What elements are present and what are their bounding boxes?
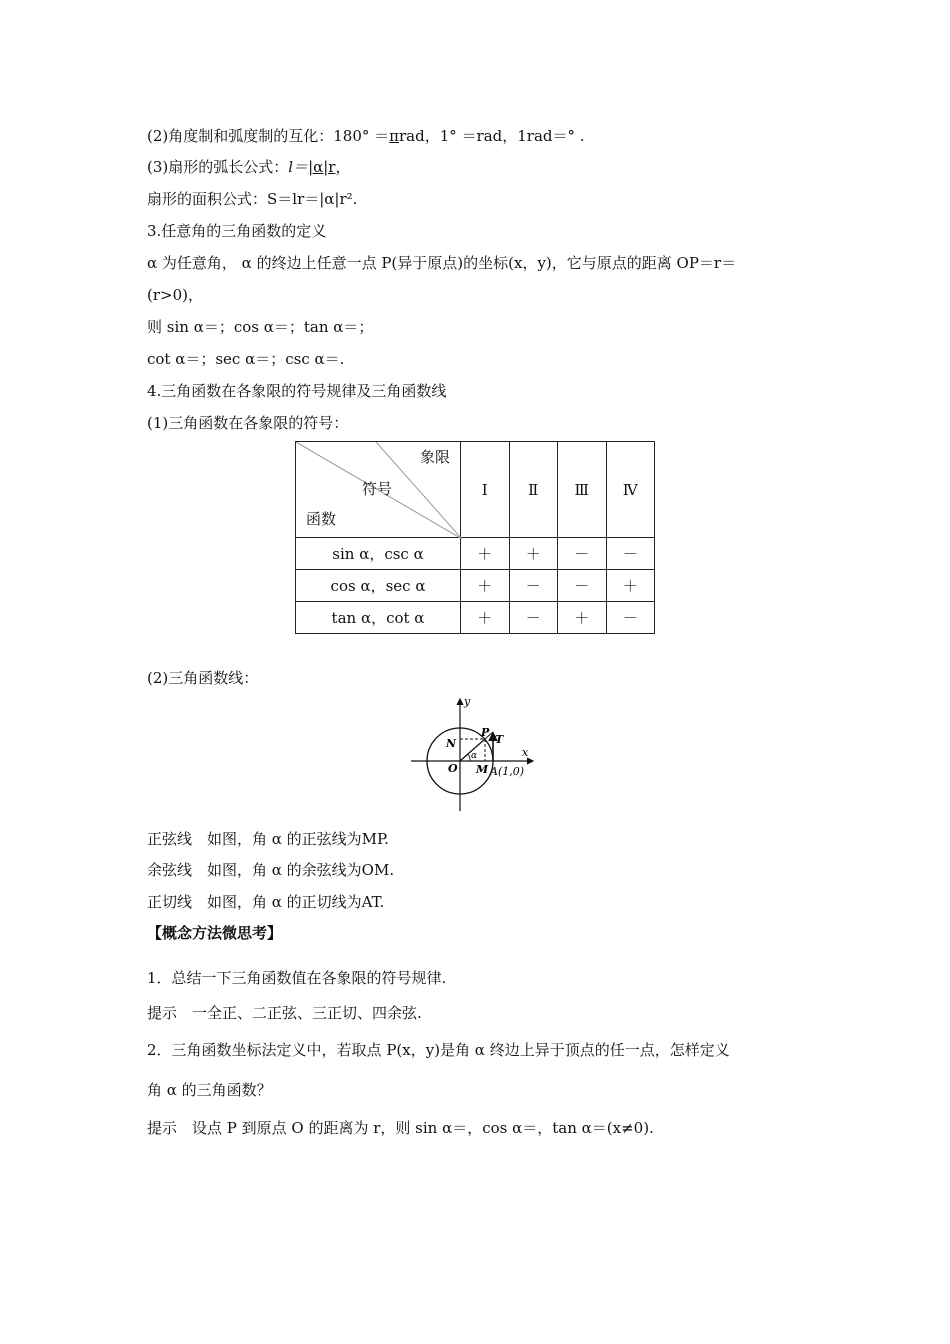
line-signs-title: (1)三角函数在各象限的符号： bbox=[147, 414, 349, 432]
sign-cell: ＋ bbox=[606, 570, 655, 602]
line-arc-length: (3)扇形的弧长公式：l＝|α|r， bbox=[147, 158, 351, 176]
line-angle-conversion: (2)角度制和弧度制的互化：180° ＝πrad，1° ＝rad，1rad＝° . bbox=[147, 127, 585, 145]
hint-2: 提示 设点 P 到原点 O 的距离为 r，则 sin α＝，cos α＝，tan α＝(x≠0). bbox=[147, 1119, 654, 1137]
sign-cell: － bbox=[509, 570, 558, 602]
question-2-cont: 角 α 的三角函数？ bbox=[147, 1081, 272, 1099]
sign-cell: ＋ bbox=[509, 538, 558, 570]
function-label: cos α，sec α bbox=[296, 570, 461, 602]
quadrant-header: Ⅰ bbox=[461, 442, 510, 538]
line-r-positive: (r>0)， bbox=[147, 286, 203, 304]
quadrant-header: Ⅳ bbox=[606, 442, 655, 538]
question-2: 2．三角函数坐标法定义中，若取点 P(x，y)是角 α 终边上异于顶点的任一点，怎样定义 bbox=[147, 1041, 730, 1059]
unit-circle-figure bbox=[408, 695, 543, 813]
table-row bbox=[296, 602, 655, 634]
sign-cell: － bbox=[558, 570, 607, 602]
label-p: P bbox=[481, 726, 490, 739]
sign-cell: － bbox=[509, 602, 558, 634]
sign-cell: － bbox=[558, 538, 607, 570]
diag-label-quadrant: 象限 bbox=[420, 448, 451, 466]
sign-cell: － bbox=[606, 602, 655, 634]
table-row bbox=[296, 538, 655, 570]
heading-section-4: 4.三角函数在各象限的符号规律及三角函数线 bbox=[147, 382, 447, 400]
diag-label-function: 函数 bbox=[306, 510, 337, 528]
label-t: T bbox=[495, 733, 504, 746]
line-tangent-line: 正切线 如图，角 α 的正切线为AT. bbox=[147, 893, 385, 911]
line-cot-sec-csc: cot α＝；sec α＝；csc α＝. bbox=[147, 350, 345, 368]
label-m: M bbox=[476, 763, 489, 776]
function-label: tan α，cot α bbox=[296, 602, 461, 634]
line-trig-lines-title: (2)三角函数线： bbox=[147, 669, 259, 687]
table-header-row bbox=[296, 442, 655, 538]
diagonal-header-cell bbox=[296, 442, 461, 538]
label-n: N bbox=[446, 737, 457, 750]
sign-cell: ＋ bbox=[461, 570, 510, 602]
pi-blank: π bbox=[389, 127, 400, 145]
sign-cell: ＋ bbox=[461, 602, 510, 634]
hint-1: 提示 一全正、二正弦、三正切、四余弦. bbox=[147, 1004, 422, 1022]
heading-concept-questions: 【概念方法微思考】 bbox=[147, 924, 283, 942]
quadrant-header: Ⅲ bbox=[558, 442, 607, 538]
table-row bbox=[296, 570, 655, 602]
line-definition: α 为任意角， α 的终边上任意一点 P(异于原点)的坐标(x，y)，它与原点的距离 OP＝r＝ bbox=[147, 254, 737, 272]
diag-label-sign: 符号 bbox=[362, 480, 393, 498]
quadrant-header: Ⅱ bbox=[509, 442, 558, 538]
question-1: 1．总结一下三角函数值在各象限的符号规律. bbox=[147, 969, 447, 987]
angle-arc bbox=[468, 754, 470, 761]
label-a: A(1,0) bbox=[490, 765, 525, 778]
heading-section-3: 3.任意角的三角函数的定义 bbox=[147, 222, 327, 240]
line-sin-cos-tan: 则 sin α＝；cos α＝；tan α＝； bbox=[147, 318, 374, 336]
sign-cell: ＋ bbox=[558, 602, 607, 634]
label-y: y bbox=[464, 695, 471, 708]
sign-cell: ＋ bbox=[461, 538, 510, 570]
line-cosine-line: 余弦线 如图，角 α 的余弦线为OM. bbox=[147, 861, 395, 879]
label-o: O bbox=[448, 762, 458, 775]
function-label: sin α，csc α bbox=[296, 538, 461, 570]
sign-cell: － bbox=[606, 538, 655, 570]
label-alpha: α bbox=[471, 751, 478, 761]
quadrant-sign-table bbox=[295, 441, 655, 634]
line-sine-line: 正弦线 如图，角 α 的正弦线为MP. bbox=[147, 830, 389, 848]
line-sector-area: 扇形的面积公式：S＝lr＝|α|r². bbox=[147, 190, 358, 208]
label-x: x bbox=[522, 746, 529, 759]
